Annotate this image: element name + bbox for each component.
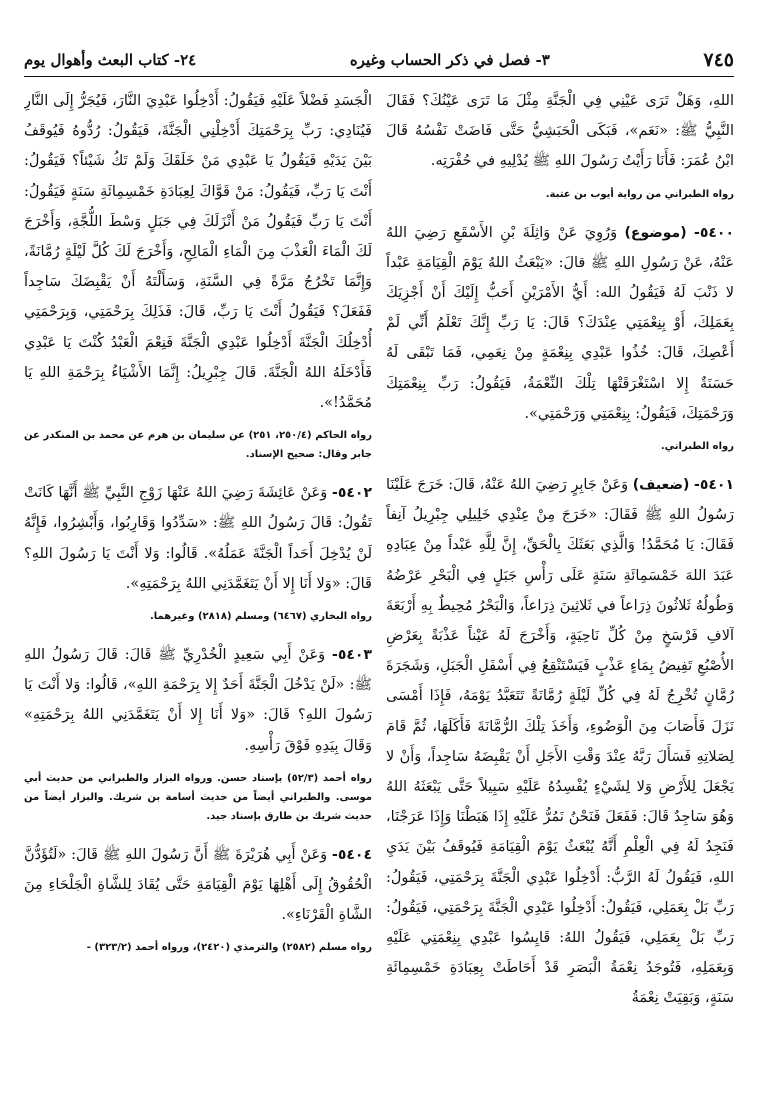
hadith-grade: (موضوع) xyxy=(624,224,687,241)
source-note: رواه أحمد (٥٢/٣) بإسناد حسن. ورواه البزار والطبراني من حديث أبي موسى. والطبراني أيضاً من حديث أسامة بن شريك. والبزار أيضاً من حديث شريك بن طارق بإسناد جيد. xyxy=(24,772,372,822)
hadith-number: ٥٤٠٠- xyxy=(694,224,734,241)
hadith-number: ٥٤٠٤- xyxy=(332,846,372,863)
paragraph: الْجَسَدِ فَضْلاً عَلَيْهِ فَيَقُولُ: أَدْخِلُوا عَبْدِيَ النَّارَ، فَيُجَرُّ إِلَى النَّارِ فَيُنَادِي: رَبِّ بِرَحْمَتِكَ أَدْخِلْنِي الْجَنَّةَ، فَيَقُولُ: رُدُّوهُ فَيُوقَفُ بَيْنَ يَدَيْهِ فَيَقُولُ يَا عَبْدِي مَنْ خَلَقَكَ وَلَمْ تَكُ شَيْئاً؟ فَيَقُولُ: أَنْتَ يَا رَبِّ، فَيَقُولُ: مَنْ قَوَّاكَ لِعِبَادَةِ خَمْسِمِائَةِ سَنَةٍ فَيَقُولُ: أَنْتَ يَا رَبِّ فَيَقُولُ مَنْ أَنْزَلَكَ فِي جَبَلٍ وَسْطَ اللُّجَّةِ، وَأَخْرَجَ لَكَ الْمَاءَ الْعَذْبَ مِنَ الْمَاءِ الْمَالِحِ، وَأَخْرَجَ لَكَ كُلَّ لَيْلَةٍ رُمَّانَةً، وَإِنَّمَا تَخْرُجُ مَرَّةً فِي السَّنَةِ، وَسَأَلْتَهُ أَنْ يَقْبِضَكَ سَاجِداً فَفَعَلَ؟ فَيَقُولُ أَنْتَ يَا رَبِّ، قَالَ: فَذَلِكَ بِرَحْمَتِي، وَبِرَحْمَتِي أُدْخِلُكَ الْجَنَّةَ أَدْخِلُوا عَبْدِي الْجَنَّةَ فَنِعْمَ الْعَبْدُ كُنْتَ يَا عَبْدِي فَأَدْخَلَهُ اللهُ الْجَنَّةَ. قَالَ جِبْرِيلُ: إِنَّمَا الأَشْيَاءُ بِرَحْمَةِ اللهِ يَا مُحَمَّدُ!». xyxy=(24,93,372,412)
hadith-text: وَرُوِيَ عَنْ وَاثِلَةَ بْنِ الأَسْقَعِ رَضِيَ اللهُ عَنْهُ، عَنْ رَسُولِ اللهِ ﷺ قالَ: «يَبْعَثُ اللهُ يَوْمَ الْقِيَامَةِ عَبْداً لا ذَنْبَ لَهُ فَيَقُولُ الله: أَيُّ الأَمْرَيْنِ أَحَبُّ إِلَيْكَ أَنْ أَجْزِيَكَ بِعَمَلِكَ، أَوْ بِنِعْمَتِي عِنْدَكَ؟ قَالَ: يَا رَبِّ إِنَّكَ تَعْلَمُ أَنِّي لَمْ أَعْصِكَ، قَالَ: خُذُوا عَبْدِي بِنِعْمَةٍ مِنْ نِعَمِي، فَمَا تَبْقَى لَهُ حَسَنَةٌ إِلا اسْتَغْرَقَتْهَا تِلْكَ النِّعْمَةُ، فَيَقُولُ: رَبِّ بِنِعْمَتِكَ وَرَحْمَتِكَ، فَيَقُولُ: بِنِعْمَتِي وَرَحْمَتِي». xyxy=(386,224,734,422)
hadith-number: ٥٤٠١- xyxy=(694,477,734,494)
header-divider xyxy=(24,76,734,77)
source-note: رواه البخاري (٦٤٦٧) ومسلم (٢٨١٨) وغيرهما. xyxy=(149,611,372,623)
hadith-5403 xyxy=(24,640,372,761)
page-header xyxy=(24,46,734,74)
hadith-number: ٥٤٠٣- xyxy=(332,647,372,664)
hadith-number: ٥٤٠٢- xyxy=(332,485,372,502)
hadith-5404 xyxy=(24,840,372,931)
source-note: رواه الطبراني. xyxy=(660,441,734,453)
hadith-5402 xyxy=(24,478,372,599)
right-column xyxy=(386,86,734,1086)
hadith-text: وَعَنْ عَائِشَةَ رَضِيَ اللهُ عَنْهَا زَوْجِ النَّبِيِّ ﷺ أَنَّهَا كَانَتْ تَقُولُ: قَالَ رَسُولُ اللهِ ﷺ: «سَدِّدُوا وَقَارِبُوا، وَأَبْشِرُوا، فَإِنَّهُ لَنْ يُدْخِلَ أَحَداً الْجَنَّةَ عَمَلُهُ». قَالُوا: وَلا أَنْتَ يَا رَسُولَ اللهِ؟ قَالَ: «وَلا أَنَا إِلا أَنْ يَتَغَمَّدَنِي اللهُ بِرَحْمَتِهِ». xyxy=(24,485,372,592)
source-note: رواه الطبراني من رواية أيوب بن عتبة. xyxy=(545,188,734,200)
hadith-text: وَعَنْ أَبِي سَعِيدٍ الْخُدْرِيِّ ﷺ قَالَ: قَالَ رَسُولُ اللهِ ﷺ: «لَنْ يَدْخُلَ الْجَنَّةَ أَحَدٌ إِلا بِرَحْمَةِ اللهِ»، قَالُوا: وَلا أَنْتَ يَا رَسُولَ اللهِ؟ قَالَ: «وَلا أَنَا إِلا أَنْ يَتَغَمَّدَنِي اللهُ بِرَحْمَتِهِ» وَقَالَ بِيَدِهِ فَوْقَ رَأْسِهِ. xyxy=(24,647,372,754)
hadith-grade: (ضعيف) xyxy=(632,477,690,494)
section-title: ٣- فصل في ذكر الحساب وغيره xyxy=(349,51,550,69)
hadith-5400 xyxy=(386,218,734,429)
paragraph: اللهِ، وَهَلْ تَرَى عَيْنِي فِي الْجَنَّةِ مِثْلَ مَا تَرَى عَيْنُكَ؟ فَقَالَ النَّبِيُّ ﷺ: «نَعَم»، فَبَكَى الْحَبَشِيُّ حَتَّى فَاضَتْ نَفْسُهُ قَالَ ابْنُ عُمَرَ: فَأَنَا رَأَيْتُ رَسُولَ اللهِ ﷺ يُدْلِيهِ في حُفْرَتِه. xyxy=(386,93,734,170)
page-number: ٧٤٥ xyxy=(703,49,734,71)
left-column xyxy=(24,86,372,1086)
hadith-5401 xyxy=(386,470,734,1014)
source-note: رواه مسلم (٢٥٨٢) والترمذي (٢٤٢٠)، ورواه أحمد (٣٢٣/٢) - xyxy=(86,942,372,954)
hadith-text: وَعَنْ أَبِي هُرَيْرَةَ ﷺ أَنَّ رَسُولَ اللهِ ﷺ قَالَ: «لَتُؤَدُّنَّ الْحُقُوقُ إِلَى أَهْلِهَا يَوْمَ الْقِيَامَةِ حَتَّى يُقَادَ لِلشَّاةِ الْجَلْحَاءِ مِنَ الشَّاةِ الْقَرْنَاءِ». xyxy=(24,846,372,924)
source-note: رواه الحاكم (٢٥٠/٤، ٢٥١) عن سليمان بن هرم عن محمد بن المنكدر عن جابر وقال: صحيح الإسناد. xyxy=(24,430,372,461)
book-title: ٢٤- كتاب البعث وأهوال يوم xyxy=(24,51,197,69)
hadith-text: وَعَنْ جَابِرٍ رَضِيَ اللهُ عَنْهُ، قَالَ: خَرَجَ عَلَيْنَا رَسُولُ اللهِ ﷺ فَقَالَ: «خَرَجَ مِنْ عِنْدِي خَلِيلِي جِبْرِيلُ آنِفاً فَقَالَ: يَا مُحَمَّدُ! وَالَّذِي بَعَثَكَ بِالْحَقِّ، إِنَّ لِلَّهِ عَبْداً مِنْ عِبَادِهِ عَبَدَ اللهَ خَمْسَمِائَةِ سَنَةٍ عَلَى رَأْسِ جَبَلٍ فِي الْبَحْرِ عَرْضُهُ وَطُولُهُ ثَلاثُونَ ذِرَاعاً في ثَلاثِينَ ذِرَاعاً، وَالْبَحْرُ مُحِيطٌ بِهِ أَرْبَعَةَ آلافِ فَرْسَخٍ مِنْ كُلِّ نَاحِيَةٍ، وَأَخْرَجَ لَهُ عَيْناً عَذْبَةً بِعَرْضِ الأُصْبُعِ تَفِيضُ بِمَاءٍ عَذْبٍ فَيَسْتَنْقِعُ فِي أَسْفَلِ الْجَبَلِ، وَشَجَرَةَ رُمَّانٍ تُخْرِجُ لَهُ فِي كُلِّ لَيْلَةٍ رُمَّانَةً تَتَعَبَّدُ يَوْمَهُ، فَإِذَا أَمْسَى نَزَلَ فَأَصَابَ مِنَ الْوَضُوءِ، وَأَخَذَ تِلْكَ الرُّمَّانَةَ فَأَكَلَهَا، ثُمَّ قَامَ لِصَلاتِهِ فَسَأَلَ رَبَّهُ عِنْدَ وَقْتِ الأَجَلِ أَنْ يَقْبِضَهُ سَاجِداً، وَأَنْ لا يَجْعَلَ لِلأَرْضِ وَلا لِشَيْءٍ يُفْسِدُهُ عَلَيْهِ سَبِيلاً حَتَّى يَبْعَثَهُ اللهُ وَهُوَ سَاجِدٌ قَالَ: فَفَعَلَ فَنَحْنُ نَمُرُّ عَلَيْهِ إِذَا هَبَطْنَا وَإِذَا عَرَجْنَا، فَنَجِدُ لَهُ فِي الْعِلْمِ أَنَّهُ يُبْعَثُ يَوْمَ الْقِيَامَةِ فَيُوقَفُ بَيْنَ يَدَيِ اللهِ، فَيَقُولُ لَهُ الرَّبُّ: أَدْخِلُوا عَبْدِي الْجَنَّةَ بِرَحْمَتِي، فَيَقُولُ: رَبِّ بَلْ بِعَمَلِي، فَيَقُولُ: أَدْخِلُوا عَبْدِي الْجَنَّةَ بِرَحْمَتِي، فَيَقُولُ: رَبِّ بَلْ بِعَمَلِي، فَيَقُولُ اللهُ: قَايِسُوا عَبْدِي بِنِعْمَتِي عَلَيْهِ وَبِعَمَلِهِ، فَتُوجَدُ نِعْمَةُ الْبَصَرِ قَدْ أَحَاطَتْ بِعِبَادَةِ خَمْسِمِائَةِ سَنَةٍ، وَبَقِيَتْ نِعْمَةُ xyxy=(386,477,734,1007)
